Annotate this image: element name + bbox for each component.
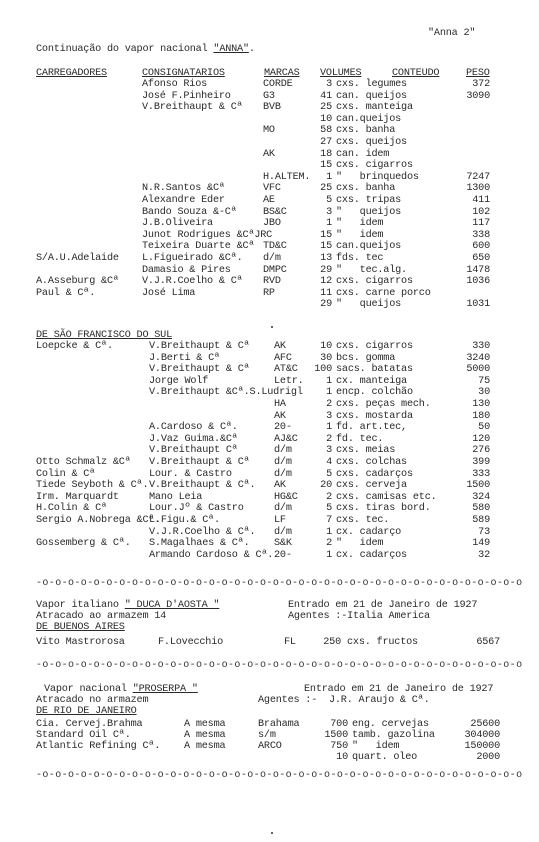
weight: 276: [472, 445, 490, 457]
mark: d/m: [274, 468, 292, 480]
consignee: V.Breithaupt & Cª: [149, 341, 250, 352]
weight: 75: [478, 375, 490, 387]
content: cxs. fructos: [347, 637, 418, 648]
content: cx. cadarço: [336, 526, 402, 538]
qty: 25: [320, 102, 332, 114]
shipper: Standard Oil Cª.: [36, 730, 131, 741]
weight: 50: [478, 422, 490, 434]
qty: 700: [330, 719, 348, 730]
mark: d/m: [263, 253, 281, 264]
content: cxs. cadarços: [336, 468, 413, 480]
mark: HA: [274, 399, 286, 410]
weight: 117: [472, 218, 490, 230]
content: tamb. gazolina: [352, 730, 435, 741]
mark: AK: [274, 341, 286, 352]
qty: 15: [320, 241, 332, 253]
mark: 20-: [274, 422, 292, 434]
agents-line: Agentes :-Italia America: [288, 611, 430, 622]
mark: Brahama: [258, 719, 300, 730]
qty: 3: [326, 445, 332, 457]
content: cxs. camisas etc.: [336, 491, 437, 503]
mark: HG&C: [274, 491, 298, 503]
content: sacs. batatas: [336, 364, 413, 376]
weight: 150000: [464, 741, 500, 752]
vessel-name: " DUCA D'AOSTA ": [124, 600, 220, 611]
section-title-sao-francisco: DE SÃO FRANCISCO DO SUL: [36, 330, 173, 341]
content: cx. cadarços: [336, 549, 407, 561]
berth-line: Atracado no armazem: [36, 695, 149, 706]
vessel-name: "PROSERPA ": [132, 684, 198, 695]
weight: 372: [472, 79, 490, 90]
content: cxs. manteiga: [336, 102, 413, 114]
consignee: V.Breithaupt &Cª.S.Ludrigl: [149, 387, 303, 399]
weight: 304000: [464, 730, 500, 741]
content: " brinquedos: [336, 171, 419, 183]
weight: 5000: [466, 364, 490, 376]
consignee: A.Cardoso & Cª.: [149, 422, 238, 434]
col-header-peso: PESO: [466, 68, 490, 79]
qty: 2: [326, 491, 332, 503]
mark: H.ALTEM.: [263, 171, 311, 183]
weight: 25600: [470, 719, 500, 730]
qty: 1: [326, 549, 332, 561]
mark: AE: [263, 195, 275, 206]
qty: 27: [320, 137, 332, 148]
qty: 7: [326, 515, 332, 526]
weight: 600: [472, 241, 490, 253]
mark: ARCO: [258, 741, 282, 752]
qty: 5: [326, 503, 332, 515]
mark: d/m: [274, 503, 292, 515]
content: cxs. queijos: [336, 137, 407, 148]
continuation-line: [36, 44, 255, 55]
content: cxs. tec.: [336, 515, 390, 526]
shipper: Irm. Marquardt: [36, 491, 119, 503]
shipper: H.Colin & Cª: [36, 503, 107, 515]
qty: 58: [320, 125, 332, 137]
origin-line: DE BUENOS AIRES: [36, 622, 125, 633]
shipper: Otto Schmalz &Cª: [36, 457, 131, 468]
content: cxs. cigarros: [336, 160, 413, 172]
qty: 750: [330, 741, 348, 752]
qty: 3: [326, 206, 332, 218]
content: can. idem: [336, 148, 390, 160]
content: cxs. legumes: [336, 79, 407, 90]
weight: 411: [472, 195, 490, 206]
content: cxs. cigarros: [336, 276, 413, 288]
consignee: Bando Souza &-Cª: [142, 206, 237, 218]
mark: RVD: [263, 276, 281, 288]
content: eng. cervejas: [352, 719, 429, 730]
qty: 2: [326, 399, 332, 410]
mark: VFC: [263, 183, 281, 195]
col-header-marcas: MARCAS: [264, 68, 300, 79]
weight: 180: [472, 410, 490, 422]
shipper: S/A.U.Adelaide: [36, 253, 119, 264]
page-label: "Anna 2": [428, 28, 476, 39]
mark: MO: [263, 125, 275, 137]
content: cxs. tiras bord.: [336, 503, 431, 515]
content: cxs. tripas: [336, 195, 402, 206]
qty: 100: [314, 364, 332, 376]
content: can.queijos: [336, 241, 402, 253]
consignee: F.Lovecchio: [158, 637, 224, 648]
weight: 3240: [466, 352, 490, 364]
weight: 149: [472, 538, 490, 550]
weight: 2000: [476, 752, 500, 763]
consignee: Junot Rodrigues &CªJRC: [142, 229, 273, 241]
consignee: Damasio & Pires: [142, 264, 231, 276]
qty: 5: [326, 195, 332, 206]
consignee: V.J.R.Coelho & Cª.: [149, 526, 256, 538]
weight: 32: [478, 549, 490, 561]
mark: S&K: [274, 538, 292, 550]
vessel-line-duca: [36, 600, 219, 611]
continuation-prefix: Continuação do vapor nacional: [36, 44, 214, 55]
continuation-suffix: .: [248, 44, 255, 55]
qty: 15: [320, 229, 332, 241]
consignee: V.J.R.Coelho & Cª: [142, 276, 243, 288]
weight: 399: [472, 457, 490, 468]
content: quart. oleo: [352, 752, 418, 763]
qty: 1: [326, 375, 332, 387]
consignee: L.Figu.& Cª.: [149, 515, 220, 526]
content: cxs. meias: [336, 445, 396, 457]
content: cxs. colchas: [336, 457, 407, 468]
berth-line: Atracado ao armazem 14: [36, 611, 167, 622]
mark: AK: [274, 480, 286, 492]
qty: 29: [320, 299, 332, 311]
weight: 102: [472, 206, 490, 218]
content: bcs. gomma: [336, 352, 396, 364]
weight: 7247: [466, 171, 490, 183]
content: encp. colchão: [336, 387, 413, 399]
weight: 6567: [476, 637, 500, 648]
col-header-volumes: VOLUMES: [320, 68, 362, 79]
weight: 130: [472, 399, 490, 410]
content: cxs. carne porco: [336, 287, 431, 299]
consignee: Mano Leia: [149, 491, 203, 503]
qty: 3: [326, 410, 332, 422]
qty: 20: [320, 480, 332, 492]
content: fd. art.tec,: [336, 422, 407, 434]
weight: 73: [478, 526, 490, 538]
qty: 12: [320, 276, 332, 288]
mark: DMPC: [263, 264, 287, 276]
content: cxs. cerveja: [336, 480, 407, 492]
weight: 589: [472, 515, 490, 526]
shipper: A.Asseburg &Cª: [36, 276, 119, 288]
mark: AK: [274, 410, 286, 422]
weight: 1478: [466, 264, 490, 276]
mark: FL: [284, 637, 296, 648]
qty: 2: [326, 433, 332, 445]
qty: 11: [320, 287, 332, 299]
qty: 41: [320, 90, 332, 102]
mark: RP: [263, 287, 275, 299]
mark: s/m: [258, 730, 276, 741]
qty: 250: [323, 637, 341, 648]
qty: 25: [320, 183, 332, 195]
qty: 10: [320, 113, 332, 125]
content: cxs. banha: [336, 125, 396, 137]
qty: 4: [326, 457, 332, 468]
consignee: J.Berti & Cª: [149, 352, 220, 364]
consignee: A mesma: [184, 719, 226, 730]
mark: d/m: [274, 445, 292, 457]
content: " queijos: [336, 206, 402, 218]
qty: 10: [336, 752, 348, 763]
consignee: V.Breithaupt & Cª: [149, 457, 250, 468]
mark: d/m: [274, 457, 292, 468]
consignee: J.B.Oliveira: [142, 218, 213, 230]
qty: 1: [326, 422, 332, 434]
consignee: Lour. & Castro: [149, 468, 232, 480]
shipper: Atlantic Refining Cª.: [36, 741, 161, 752]
shipper: Loepcke & Cª.: [36, 341, 113, 352]
weight: 650: [472, 253, 490, 264]
weight: 3090: [466, 90, 490, 102]
qty: 13: [320, 253, 332, 264]
shipper: Gossemberg & Cª.: [36, 538, 131, 550]
content: can. queijos: [336, 90, 407, 102]
content: fds. tec: [336, 253, 384, 264]
ship-name: "ANNA": [213, 44, 249, 55]
content: cxs. cigarros: [336, 341, 413, 352]
separator-line: -o-o-o-o-o-o-o-o-o-o-o-o-o-o-o-o-o-o-o-o-o-o-o-o-o-o-o-o-o-o-o-o-o-o-o-o-o-o: [36, 578, 523, 589]
qty: 1: [326, 218, 332, 230]
mark: LF: [274, 515, 286, 526]
consignee: José Lima: [142, 287, 196, 299]
mark: TD&C: [263, 241, 287, 253]
consignee: José F.Pinheiro: [142, 90, 231, 102]
consignee: Lour.Jº & Castro: [149, 503, 244, 515]
content: " idem: [336, 538, 384, 550]
weight: 324: [472, 491, 490, 503]
consignee: N.R.Santos &Cª: [142, 183, 225, 195]
consignee: Alexandre Eder: [142, 195, 225, 206]
shipper: Vito Mastrorosa: [36, 637, 125, 648]
consignee: Afonso Rios: [142, 79, 208, 90]
qty: 1: [326, 171, 332, 183]
shipper: Colin & Cª: [36, 468, 96, 480]
shipper: Cia. Cervej.Brahma: [36, 719, 143, 730]
weight: 580: [472, 503, 490, 515]
shipper: Sergio A.Nobrega &Cª.: [36, 515, 161, 526]
mark: d/m: [274, 526, 292, 538]
content: " idem: [336, 229, 384, 241]
consignee: A mesma: [184, 730, 226, 741]
vessel-line-proserpa: [44, 684, 198, 695]
mark: 20-: [274, 549, 292, 561]
consignee: L.Figueirado &Cª.: [142, 253, 243, 264]
col-header-conteudo: CONTEUDO: [392, 68, 440, 79]
vessel-prefix: Vapor italiano: [36, 600, 125, 611]
mark: JBO: [263, 218, 281, 230]
qty: 1500: [324, 730, 348, 741]
agents-line: Agentes :- J.R. Araujo & Cª.: [258, 695, 430, 706]
qty: 15: [320, 160, 332, 172]
content: fd. tec.: [336, 433, 384, 445]
mark: AJ&C: [274, 433, 298, 445]
content: " queijos: [336, 299, 402, 311]
weight: 1031: [466, 299, 490, 311]
qty: 5: [326, 468, 332, 480]
consignee: S.Magalhaes & Cª.: [149, 538, 250, 550]
consignee: V.Breithaupt & Cª: [142, 102, 243, 114]
mark: AT&C: [274, 364, 298, 376]
content: cxs. banha: [336, 183, 396, 195]
consignee: V.Breithaupt & Cª: [149, 364, 250, 376]
qty: 1: [326, 526, 332, 538]
col-header-consignatarios: CONSIGNATARIOS: [142, 68, 225, 79]
qty: 2: [326, 538, 332, 550]
weight: 1036: [466, 276, 490, 288]
vessel-prefix: Vapor nacional: [44, 684, 133, 695]
separator-line: -o-o-o-o-o-o-o-o-o-o-o-o-o-o-o-o-o-o-o-o-o-o-o-o-o-o-o-o-o-o-o-o-o-o-o-o-o-o: [36, 660, 523, 671]
weight: 333: [472, 468, 490, 480]
qty: 29: [320, 264, 332, 276]
consignee: V.Breithaupt & Cª.: [149, 480, 256, 492]
mark: AK: [263, 148, 275, 160]
mark: BS&C: [263, 206, 287, 218]
mark: AFC: [274, 352, 292, 364]
shipper: Tiede Seyboth & Cª.: [36, 480, 149, 492]
weight: 30: [478, 387, 490, 399]
content: " idem: [336, 218, 384, 230]
separator-line: -o-o-o-o-o-o-o-o-o-o-o-o-o-o-o-o-o-o-o-o-o-o-o-o-o-o-o-o-o-o-o-o-o-o-o-o-o-o: [36, 770, 523, 781]
mark: G3: [263, 90, 275, 102]
mark: CORDE: [263, 79, 293, 90]
shipper: Paul & Cª.: [36, 287, 96, 299]
consignee: Jorge Wolf: [149, 375, 209, 387]
qty: 3: [326, 79, 332, 90]
qty: 1: [326, 387, 332, 399]
ink-dot: [271, 326, 273, 328]
col-header-carregadores: CARREGADORES: [36, 68, 107, 79]
qty: 18: [320, 148, 332, 160]
consignee: Teixeira Duarte &Cª: [142, 241, 255, 253]
ink-dot: [271, 832, 273, 834]
consignee: V.Breithaupt Cª: [149, 445, 238, 457]
weight: 330: [472, 341, 490, 352]
qty: 10: [320, 341, 332, 352]
qty: 30: [320, 352, 332, 364]
mark: BVB: [263, 102, 281, 114]
content: cxs. mostarda: [336, 410, 413, 422]
weight: 120: [472, 433, 490, 445]
origin-line: DE RIO DE JANEIRO: [36, 706, 137, 717]
content: cxs. peças mech.: [336, 399, 431, 410]
content: cx. manteiga: [336, 375, 407, 387]
weight: 1500: [466, 480, 490, 492]
consignee: Armando Cardoso & Cª.: [149, 549, 274, 561]
weight: 1300: [466, 183, 490, 195]
consignee: J.Vaz Guima.&Cª: [149, 433, 238, 445]
weight: 338: [472, 229, 490, 241]
content: " tec.alg.: [336, 264, 407, 276]
arrival-line: Entrado em 21 de Janeiro de 1927: [304, 684, 494, 695]
content: " idem: [352, 741, 400, 752]
consignee: A mesma: [184, 741, 226, 752]
mark: Letr.: [274, 375, 304, 387]
content: can.queijos: [336, 113, 402, 125]
arrival-line: Entrado em 21 de Janeiro de 1927: [288, 600, 478, 611]
